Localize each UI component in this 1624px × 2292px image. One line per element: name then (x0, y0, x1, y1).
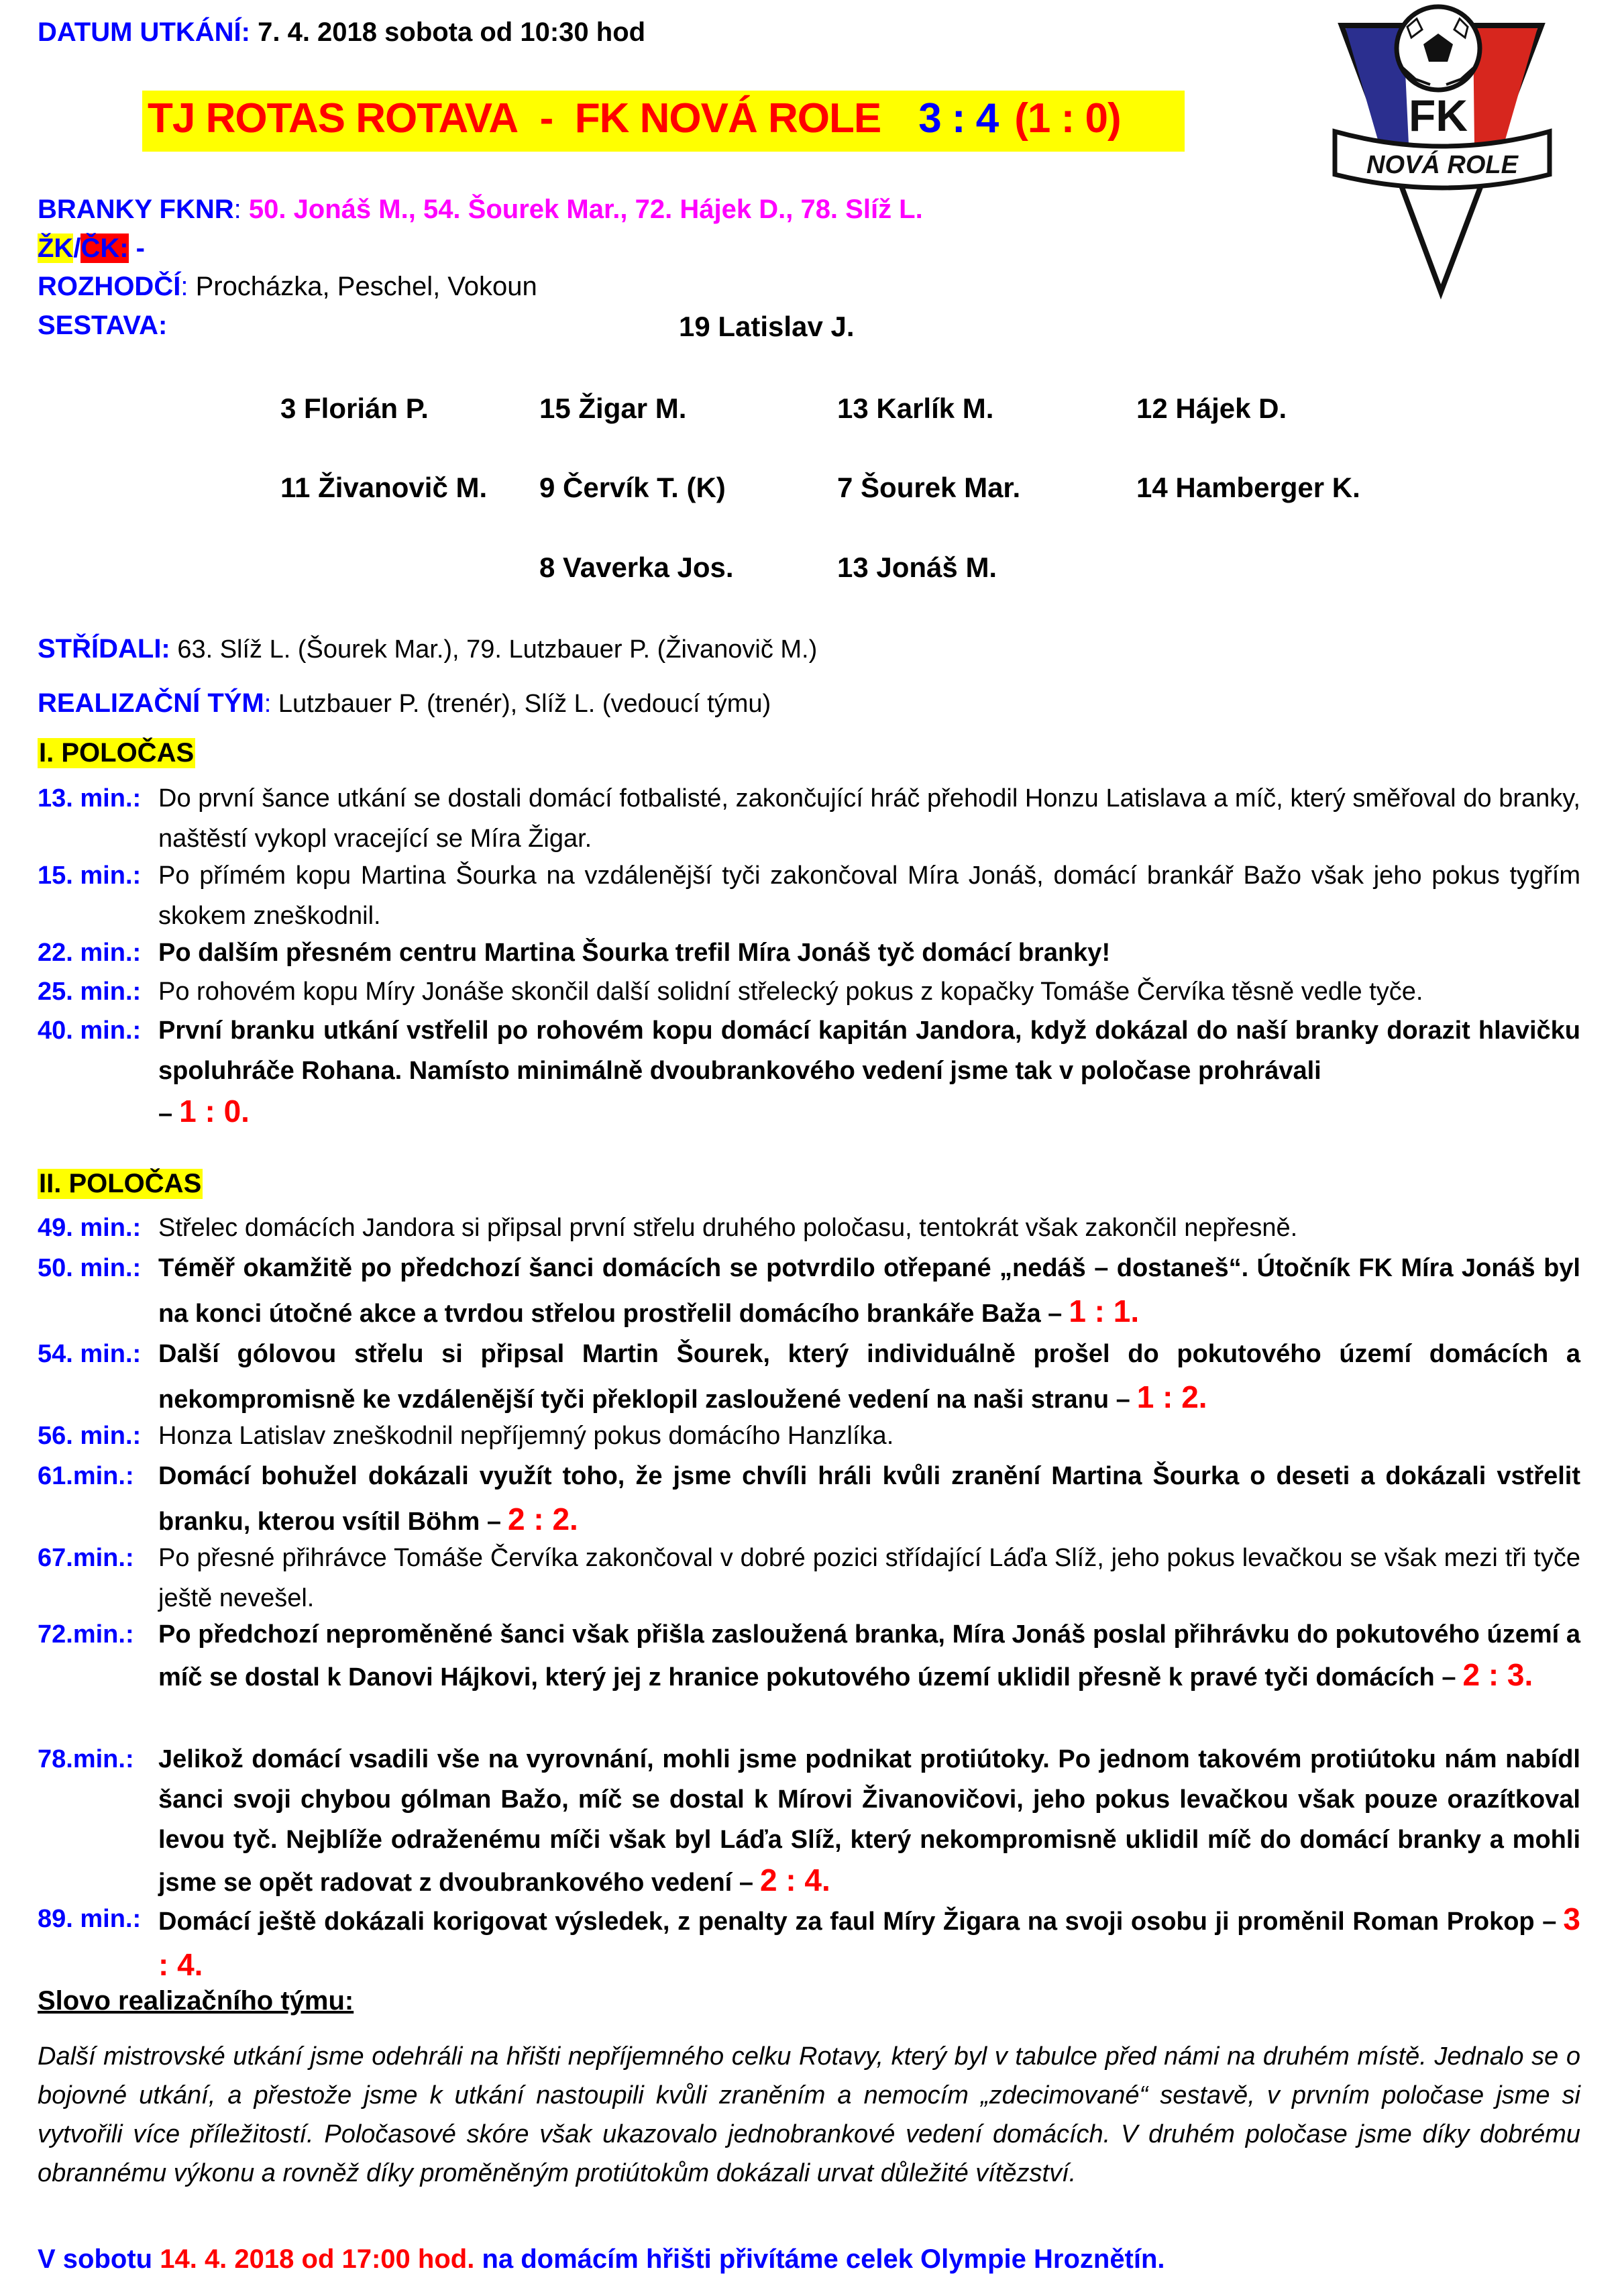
cards-line (38, 233, 145, 264)
fk-nova-role-crest-icon (1328, 0, 1556, 302)
event-score: 1 : 1. (1069, 1294, 1140, 1329)
event-score: 1 : 2. (1136, 1379, 1207, 1414)
match-event (38, 1247, 1580, 1335)
first-half-heading: I. POLOČAS (39, 738, 195, 768)
match-date-value: 7. 4. 2018 sobota od 10:30 hod (258, 17, 646, 47)
match-event (38, 972, 1580, 1012)
score-dash: – (158, 1100, 173, 1128)
team-staff-line (38, 688, 771, 719)
colon: : (180, 272, 196, 301)
event-text: Domácí ještě dokázali korigovat výsledek, z penalty za faul Míry Žigara na svoji osobu ji proměnil Roman Prokop (158, 1908, 1535, 1936)
event-text: Po přímém kopu Martina Šourka na vzdálenější tyči zakončoval Míra Jonáš, domácí brankář Bažo však jeho pokus tygřím skokem zneškodnil. (158, 862, 1580, 930)
event-text: První branku utkání vstřelil po rohovém kopu domácí kapitán Jandora, když dokázal do naší branky dorazit hlavičku spoluhráče Rohana. Namísto minimálně dvoubrankového vedení jsme tak v poločase prohrávali (158, 1017, 1580, 1085)
event-minute: 15. min.: (38, 862, 142, 890)
substitutions-label: STŘÍDALI: (38, 634, 170, 664)
team-separator: - (539, 95, 553, 142)
next-match-line (38, 2244, 1165, 2275)
team-staff-label: REALIZAČNÍ TÝM (38, 688, 264, 718)
lineup-player: 11 Živanovič M. (280, 472, 488, 503)
event-minute: 49. min.: (38, 1214, 142, 1242)
lineup-player: 13 Karlík M. (837, 393, 994, 424)
next-match-prefix: V sobotu (38, 2244, 153, 2274)
event-score: 2 : 2. (508, 1502, 578, 1536)
event-minute: 40. min.: (38, 1017, 142, 1045)
final-score: 3 : 4 (918, 95, 999, 142)
event-minute: 56. min.: (38, 1422, 142, 1450)
event-text: Po předchozí neproměněné šanci však přišla zasloužená branka, Míra Jonáš poslal přihrávku do pokutového území a míč se dostal k Danovi Hájkovi, který jej z hranice pokutového území uklidil přesně k pravé tyči domácích (158, 1620, 1580, 1691)
referees-line (38, 272, 537, 302)
second-half-heading: II. POLOČAS (39, 1169, 202, 1198)
logo-banner-text: NOVÁ ROLE (1366, 151, 1518, 179)
cards-value: - (136, 233, 145, 263)
match-date-label: DATUM UTKÁNÍ (38, 17, 241, 47)
goals-label: BRANKY FKNR (38, 195, 234, 224)
referees-label: ROZHODČÍ (38, 272, 181, 301)
team-staff-value: Lutzbauer P. (trenér), Slíž L. (vedoucí týmu) (278, 690, 771, 718)
score-dash: – (486, 1508, 502, 1536)
lineup-player: 14 Hamberger K. (1136, 472, 1360, 503)
substitutions-value: 63. Slíž L. (Šourek Mar.), 79. Lutzbauer P. (Živanovič M.) (177, 635, 818, 664)
event-text: Po přesné přihrávce Tomáše Červíka zakončoval v dobré pozici střídající Láďa Slíž, jeho pokus levačkou se však mezi tři tyče ještě nevešel. (158, 1544, 1580, 1612)
match-event (38, 778, 1580, 859)
goals-value: 50. Jonáš M., 54. Šourek Mar., 72. Hájek D., 78. Slíž L. (248, 195, 923, 224)
halftime-score: (1 : 0) (1014, 95, 1121, 142)
card-slash: / (73, 233, 81, 263)
event-text: Jelikož domácí vsadili vše na vyrovnání, mohli jsme podnikat protiútoky. Po jednom takovém protiútoku nám nabídl šanci svoji chybou gólman Bažo, míč se dostal k Mírovi Živanovičovi, jeho pokus levačkou však pouze orazítkoval levou tyč. Nejblíže odraženému míči však byl Láďa Slíž, který nekompromisně uklidil míč do domácí branky a mohli jsme se opět radovat z dvoubrankového vedení (158, 1745, 1580, 1897)
next-match-date: 14. 4. 2018 od 17:00 hod. (160, 2244, 475, 2274)
event-text: Téměř okamžitě po předchozí šanci domácích se potvrdilo otřepané „nedáš – dostaneš“. Útočník FK Míra Jonáš byl na konci útočné akce a tvrdou střelou prostřelil domácího brankáře Baža (158, 1254, 1580, 1328)
match-event (38, 1416, 1580, 1456)
lineup-player: 15 Žigar M. (539, 393, 687, 424)
event-minute: 67.min.: (38, 1544, 134, 1572)
score-dash: – (1048, 1300, 1063, 1328)
next-match-suffix: na domácím hřišti přivítáme celek Olympie Hroznětín. (482, 2244, 1165, 2274)
score-dash: – (1542, 1908, 1557, 1936)
home-team: TJ ROTAS ROTAVA (148, 95, 519, 142)
event-minute: 89. min.: (38, 1905, 142, 1933)
event-text: Domácí bohužel dokázali využít toho, že jsme chvíli hráli kvůli zranění Martina Šourka o deseti a dokázali vstřelit branku, kterou vsítil Böhm (158, 1462, 1580, 1536)
lineup-player: 8 Vaverka Jos. (539, 552, 734, 583)
referees-value: Procházka, Peschel, Vokoun (195, 272, 537, 301)
event-minute: 25. min.: (38, 978, 142, 1006)
club-logo (1328, 0, 1556, 302)
goals-line (38, 195, 923, 225)
event-text: Po rohovém kopu Míry Jonáše skončil další solidní střelecký pokus z kopačky Tomáše Červíka těsně vedle tyče. (158, 978, 1423, 1006)
event-minute: 13. min.: (38, 784, 142, 813)
lineup-player: 3 Florián P. (280, 393, 429, 424)
substitutions-line (38, 634, 817, 664)
score-dash: – (739, 1869, 753, 1897)
match-event (38, 1538, 1580, 1618)
match-event (38, 1897, 1580, 1989)
colon: : (233, 195, 249, 224)
event-minute: 54. min.: (38, 1340, 142, 1368)
event-score: 1 : 0. (179, 1094, 250, 1129)
event-minute: 50. min.: (38, 1254, 142, 1282)
match-event (38, 1010, 1580, 1134)
red-card-label: ČK: (80, 233, 129, 263)
event-score: 2 : 3. (1462, 1657, 1533, 1692)
away-team: FK NOVÁ ROLE (574, 95, 881, 142)
event-minute: 61.min.: (38, 1462, 134, 1490)
match-event (38, 855, 1580, 936)
lineup-player: 9 Červík T. (K) (539, 472, 726, 503)
match-title (142, 91, 1185, 152)
event-minute: 78.min.: (38, 1745, 134, 1773)
lineup-player: 12 Hájek D. (1136, 393, 1287, 424)
event-minute: 72.min.: (38, 1620, 134, 1649)
event-text: Honza Latislav zneškodnil nepříjemný pokus domácího Hanzlíka. (158, 1422, 894, 1450)
lineup-label: SESTAVA: (38, 311, 168, 340)
lineup-player: 7 Šourek Mar. (837, 472, 1021, 503)
event-text: Do první šance utkání se dostali domácí fotbalisté, zakončující hráč přehodil Honzu Latislava a míč, který směřoval do branky, naštěstí vykopl vracející se Míra Žigar. (158, 784, 1580, 853)
yellow-card-label: ŽK (38, 233, 74, 263)
match-date-line (38, 17, 645, 48)
lineup-player: 13 Jonáš M. (837, 552, 997, 583)
team-word-heading: Slovo realizačního týmu: (38, 1986, 354, 2016)
event-score: 3 : 4. (158, 1902, 1580, 1982)
match-event (38, 1455, 1580, 1543)
event-text: Další gólovou střelu si připsal Martin Šourek, který individuálně prošel do pokutového území domácích a nekompromisně ke vzdálenější tyči překlopil zasloužené vedení na naši stranu (158, 1340, 1580, 1414)
match-event (38, 933, 1580, 973)
match-event (38, 1333, 1580, 1421)
match-event (38, 1208, 1580, 1248)
lineup-goalkeeper: 19 Latislav J. (679, 311, 855, 342)
score-dash: – (1116, 1386, 1130, 1414)
match-event (38, 1739, 1580, 1903)
event-score: 2 : 4. (759, 1863, 830, 1897)
logo-fk-text: FK (1409, 91, 1468, 140)
event-text: Střelec domácích Jandora si připsal první střelu druhého poločasu, tentokrát však zakončil nepřesně. (158, 1214, 1298, 1242)
score-dash: – (1442, 1663, 1456, 1691)
colon: : (264, 690, 278, 718)
event-minute: 22. min.: (38, 939, 142, 967)
team-word-text: Další mistrovské utkání jsme odehráli na hřišti nepříjemného celku Rotavy, který byl v tabulce před námi na druhém místě. Jednalo se o bojovné utkání, a přestože jsme k utkání nastoupili kvůli zraněním a nemocím „zdecimované“ sestavě, v prvním poločase jsme si vytvořili více příležitostí. Poločasové skóre však ukazovalo jednobrankové vedení domácích. V druhém poločase jsme díky dobrému obrannému výkonu a rovněž díky proměněným protiútokům dokázali urvat důležité vítězství. (38, 2042, 1580, 2187)
colon: : (241, 17, 258, 47)
match-event (38, 1614, 1580, 1698)
event-text: Po dalším přesném centru Martina Šourka trefil Míra Jonáš tyč domácí branky! (158, 939, 1111, 967)
